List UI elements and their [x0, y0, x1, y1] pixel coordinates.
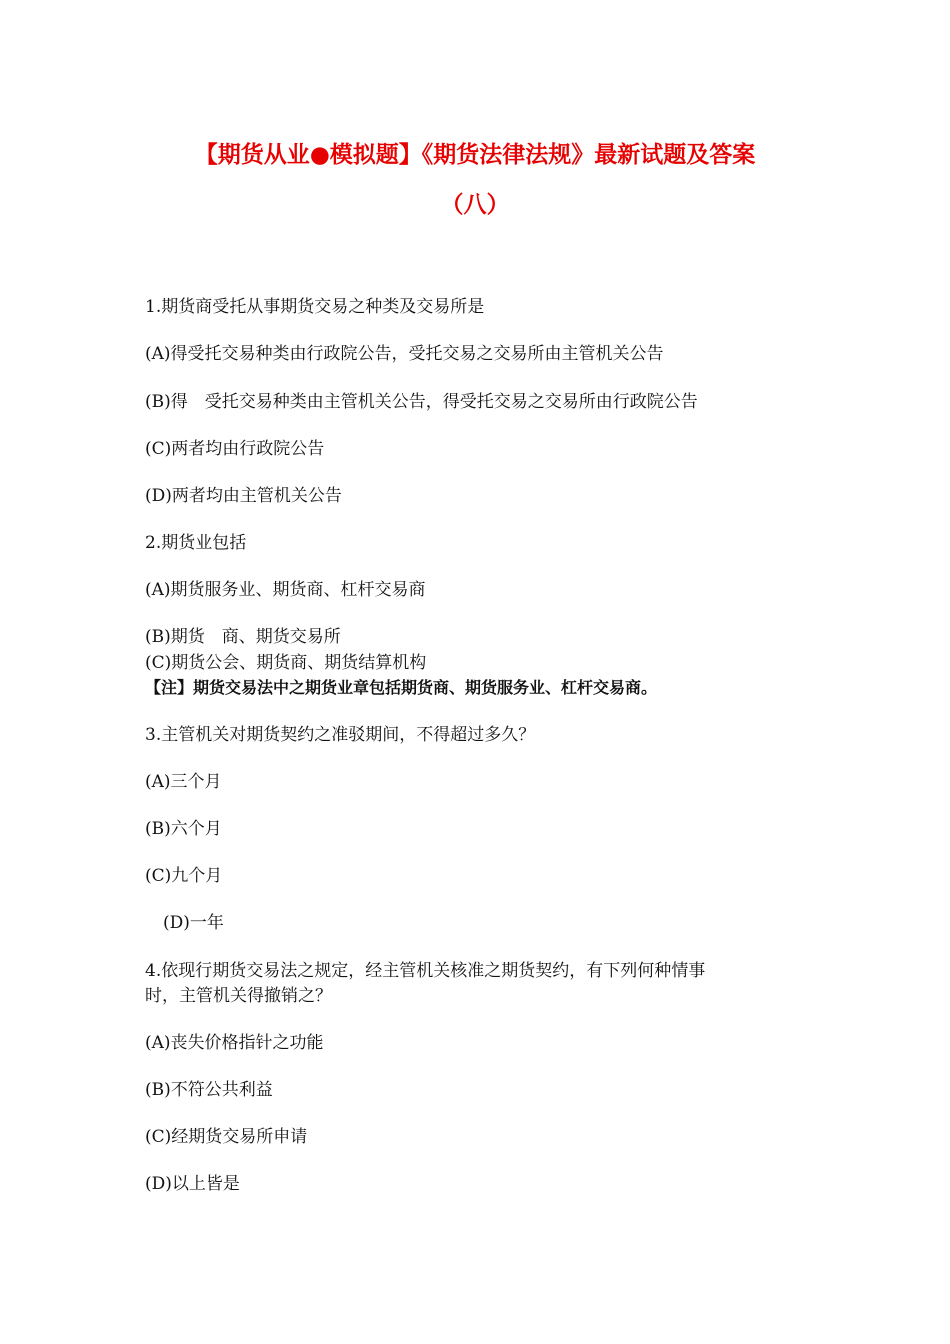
- question-4-option-b: (B)不符公共利益: [145, 1080, 273, 1100]
- question-3-option-c: (C)九个月: [145, 866, 223, 886]
- question-1-option-c: (C)两者均由行政院公告: [145, 439, 325, 459]
- question-3-option-b: (B)六个月: [145, 819, 222, 839]
- question-4-stem-line2: 时，主管机关得撤销之？: [145, 986, 332, 1006]
- question-2-option-c: (C)期货公会、期货商、期货结算机构: [145, 653, 427, 673]
- question-1-option-d: (D)两者均由主管机关公告: [145, 486, 342, 506]
- question-2-note: 【注】期货交易法中之期货业章包括期货商、期货服务业、杠杆交易商。: [145, 678, 658, 697]
- question-2-option-b: (B)期货 商、期货交易所: [145, 627, 341, 647]
- question-2-stem: 2.期货业包括: [145, 533, 247, 553]
- question-4-option-a: (A)丧失价格指针之功能: [145, 1033, 324, 1053]
- question-4-option-d: (D)以上皆是: [145, 1174, 240, 1194]
- question-1-option-a: (A)得受托交易种类由行政院公告，受托交易之交易所由主管机关公告: [145, 344, 664, 364]
- document-title-line2: （八）: [440, 192, 510, 218]
- question-3-option-a: (A)三个月: [145, 772, 222, 792]
- question-3-option-d: (D)一年: [163, 913, 224, 933]
- question-4-option-c: (C)经期货交易所申请: [145, 1127, 308, 1147]
- question-3-stem: 3.主管机关对期货契约之准驳期间，不得超过多久？: [145, 725, 536, 745]
- question-1-stem: 1.期货商受托从事期货交易之种类及交易所是: [145, 297, 485, 317]
- document-title-line1: 【期货从业●模拟题】《期货法律法规》最新试题及答案: [194, 142, 756, 168]
- question-2-option-a: (A)期货服务业、期货商、杠杆交易商: [145, 580, 426, 600]
- question-1-option-b: (B)得 受托交易种类由主管机关公告，得受托交易之交易所由行政院公告: [145, 392, 698, 412]
- question-4-stem-line1: 4.依现行期货交易法之规定，经主管机关核准之期货契约，有下列何种情事: [145, 961, 706, 981]
